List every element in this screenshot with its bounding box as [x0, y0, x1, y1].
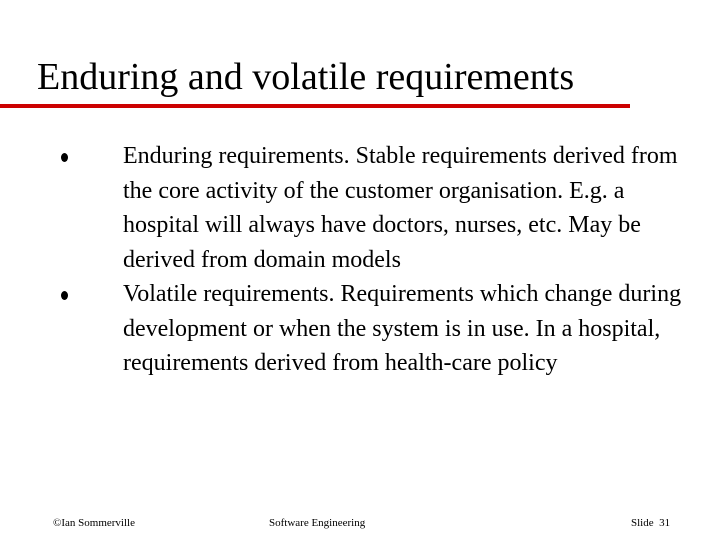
footer-course: Software Engineering	[269, 517, 366, 529]
bullet-list	[0, 139, 720, 381]
bullet-item-enduring	[0, 139, 693, 277]
title-underline-rule	[0, 104, 630, 108]
footer-slide-number: Slide 31	[631, 517, 671, 529]
bullet-dot-icon	[61, 153, 68, 162]
footer-author: ©Ian Sommerville	[53, 517, 135, 529]
bullet-dot-icon	[61, 291, 68, 300]
bullet-item-volatile	[0, 277, 693, 381]
slide-title: Enduring and volatile requirements	[37, 56, 575, 98]
bullet-text: Enduring requirements. Stable requirements derived from the core activity of the customer organisation. E.g. a hospital will always have doctors, nurses, etc. May be derived from domain models	[123, 143, 678, 273]
bullet-text: Volatile requirements. Requirements which change during development or when the system is in use. In a hospital, requirements derived from health-care policy	[123, 281, 682, 376]
